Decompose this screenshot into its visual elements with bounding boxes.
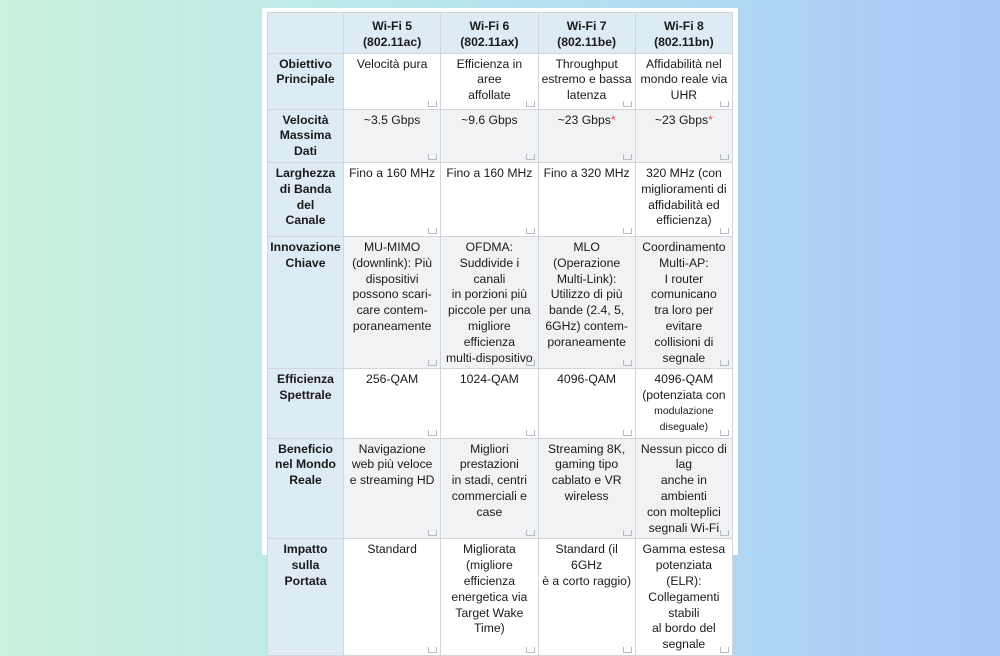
table-cell: Migliorata (migliore efficienza energetica via Target Wake Time) [441, 539, 538, 656]
table-cell: ~23 Gbps* [635, 109, 732, 162]
cell-corner-icon [428, 228, 437, 234]
table-row [268, 109, 733, 162]
comparison-card [262, 8, 738, 652]
cell-corner-icon [428, 360, 437, 366]
table-cell: 4096-QAM (potenziata con modulazione diseguale) [635, 369, 732, 438]
table-cell: Nessun picco di lag anche in ambienti con molteplici segnali Wi-Fi [635, 438, 732, 539]
table-cell: Migliori prestazioni in stadi, centri commerciali e case [441, 438, 538, 539]
table-cell: Velocità pura [344, 53, 441, 109]
table-cell: Streaming 8K, gaming tipo cablato e VR wireless [538, 438, 635, 539]
wifi-comparison-table [267, 12, 733, 656]
cell-corner-icon [623, 360, 632, 366]
table-cell: Gamma estesa potenziata (ELR): Collegamenti stabili al bordo del segnale [635, 539, 732, 656]
cell-corner-icon [623, 530, 632, 536]
table-row [268, 53, 733, 109]
table-cell: ~23 Gbps* [538, 109, 635, 162]
cell-corner-icon [623, 647, 632, 653]
table-body [268, 53, 733, 655]
cell-corner-icon [720, 228, 729, 234]
cell-corner-icon [526, 430, 535, 436]
table-cell: OFDMA: Suddivide i canali in porzioni più piccole per una migliore efficienza multi-dispositivo [441, 236, 538, 368]
table-cell: MU-MIMO (downlink): Più dispositivi possono scari- care contem- poraneamente [344, 236, 441, 368]
row-label: Innovazione Chiave [268, 236, 344, 368]
row-label: Velocità Massima Dati [268, 109, 344, 162]
cell-corner-icon [720, 154, 729, 160]
table-cell: Fino a 160 MHz [441, 162, 538, 236]
cell-corner-icon [526, 360, 535, 366]
footnote-asterisk: * [708, 112, 713, 127]
cell-corner-icon [428, 647, 437, 653]
row-label: Beneficio nel Mondo Reale [268, 438, 344, 539]
cell-corner-icon [428, 154, 437, 160]
table-cell: Fino a 320 MHz [538, 162, 635, 236]
cell-corner-icon [526, 228, 535, 234]
cell-corner-icon [428, 530, 437, 536]
table-cell: Standard (il 6GHz è a corto raggio) [538, 539, 635, 656]
corner-cell [268, 13, 344, 54]
table-row [268, 438, 733, 539]
cell-corner-icon [623, 430, 632, 436]
row-label: Larghezza di Banda del Canale [268, 162, 344, 236]
cell-corner-icon [526, 101, 535, 107]
cell-corner-icon [623, 228, 632, 234]
cell-corner-icon [526, 647, 535, 653]
table-row [268, 369, 733, 438]
table-cell: 4096-QAM [538, 369, 635, 438]
table-cell: MLO (Operazione Multi-Link): Utilizzo di più bande (2.4, 5, 6GHz) contem- poraneamente [538, 236, 635, 368]
cell-corner-icon [720, 530, 729, 536]
cell-corner-icon [526, 154, 535, 160]
table-cell: ~9.6 Gbps [441, 109, 538, 162]
table-cell: ~3.5 Gbps [344, 109, 441, 162]
row-label: Obiettivo Principale [268, 53, 344, 109]
cell-corner-icon [720, 360, 729, 366]
header-wifi8: Wi-Fi 8 (802.11bn) [635, 13, 732, 54]
cell-corner-icon [526, 530, 535, 536]
row-label: Efficienza Spettrale [268, 369, 344, 438]
table-cell: Fino a 160 MHz [344, 162, 441, 236]
table-cell: Affidabilità nel mondo reale via UHR [635, 53, 732, 109]
cell-corner-icon [623, 101, 632, 107]
table-cell: 320 MHz (con miglioramenti di affidabilità ed efficienza) [635, 162, 732, 236]
cell-corner-icon [720, 430, 729, 436]
header-wifi7: Wi-Fi 7 (802.11be) [538, 13, 635, 54]
small-note: modulazione diseguale) [654, 404, 714, 433]
header-row [268, 13, 733, 54]
cell-corner-icon [720, 101, 729, 107]
table-row [268, 539, 733, 656]
table-row [268, 162, 733, 236]
table-cell: 256-QAM [344, 369, 441, 438]
row-label: Impatto sulla Portata [268, 539, 344, 656]
cell-corner-icon [720, 647, 729, 653]
header-wifi5: Wi-Fi 5 (802.11ac) [344, 13, 441, 54]
table-cell: Coordinamento Multi-AP: I router comunicano tra loro per evitare collisioni di segnale [635, 236, 732, 368]
table-cell: Navigazione web più veloce e streaming HD [344, 438, 441, 539]
table-cell: Throughput estremo e bassa latenza [538, 53, 635, 109]
cell-corner-icon [428, 101, 437, 107]
footnote-asterisk: * [610, 112, 616, 127]
header-wifi6: Wi-Fi 6 (802.11ax) [441, 13, 538, 54]
table-row [268, 236, 733, 368]
table-cell: Standard [344, 539, 441, 656]
table-cell: Efficienza in aree affollate [441, 53, 538, 109]
cell-corner-icon [428, 430, 437, 436]
table-cell: 1024-QAM [441, 369, 538, 438]
cell-corner-icon [623, 154, 632, 160]
